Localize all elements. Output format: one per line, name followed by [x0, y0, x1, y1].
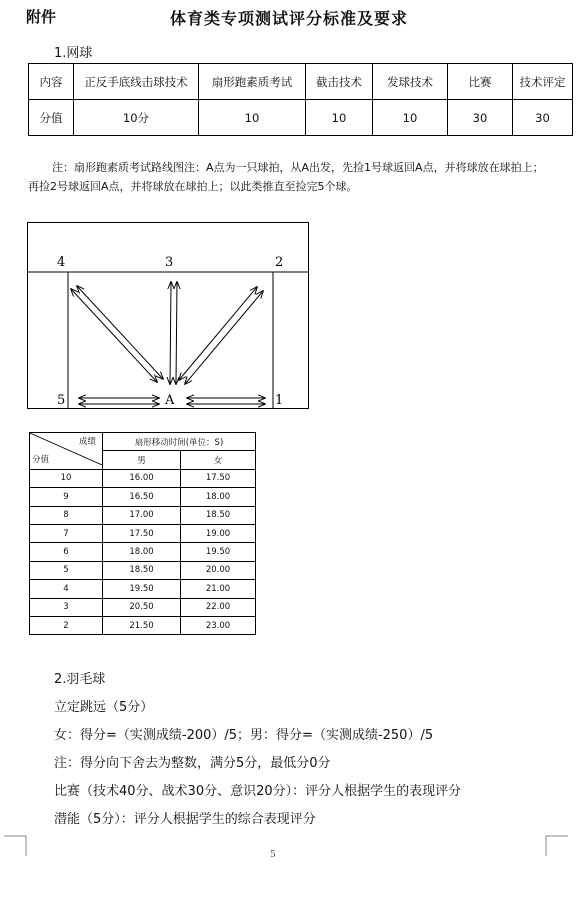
table-row	[30, 598, 256, 616]
table-cell: 10	[30, 469, 103, 487]
table-cell: 22.00	[181, 598, 256, 616]
court-label-5: 5	[57, 393, 66, 408]
table-cell: 5	[30, 561, 103, 579]
page-number: 5	[270, 850, 276, 860]
table-row	[29, 64, 573, 100]
table-cell: 19.00	[181, 524, 256, 542]
column-header: 发球技术	[373, 64, 448, 100]
court-label-2: 2	[275, 255, 284, 270]
table-cell: 18.50	[103, 561, 181, 579]
table-cell: 10分	[74, 100, 199, 136]
table-cell: 23.00	[181, 616, 256, 634]
badminton-line: 女：得分=（实测成绩-200）/5；男：得分=（实测成绩-250）/5	[54, 728, 434, 743]
column-header: 截击技术	[306, 64, 373, 100]
badminton-line: 立定跳远（5分）	[54, 700, 154, 715]
table-cell: 6	[30, 543, 103, 561]
table-cell: 10	[373, 100, 448, 136]
table-cell: 18.00	[181, 488, 256, 506]
run-arrows	[71, 282, 265, 404]
column-header: 比赛	[448, 64, 513, 100]
fan-run-note: 注：扇形跑素质考试路线图注：A点为一只球拍，从A出发，先捡1号球返回A点，并将球放在球拍上；再捡2号球返回A点，并将球放在球拍上；以此类推直至捡完5个球。	[28, 161, 544, 193]
fan-run-court-diagram	[27, 222, 311, 412]
badminton-line: 注：得分向下舍去为整数，满分5分，最低分0分	[54, 756, 331, 771]
court-lines	[28, 223, 309, 410]
time-header: 扇形移动时间(单位：S)	[103, 433, 256, 451]
table-cell: 4	[30, 580, 103, 598]
table-cell: 30	[448, 100, 513, 136]
page-corner-marks	[0, 830, 584, 860]
corner-label-points: 分值	[32, 454, 50, 465]
table-cell: 20.50	[103, 598, 181, 616]
table-cell: 21.00	[181, 580, 256, 598]
table-cell: 19.50	[181, 543, 256, 561]
court-point-a: A	[165, 393, 175, 408]
table-row	[30, 580, 256, 598]
male-header: 男	[103, 451, 181, 469]
table-cell: 9	[30, 488, 103, 506]
table-cell: 17.50	[103, 524, 181, 542]
table-cell: 2	[30, 616, 103, 634]
section-tennis-title: 1.网球	[54, 46, 93, 61]
table-row	[30, 561, 256, 579]
column-header: 技术评定	[513, 64, 573, 100]
table-cell: 20.00	[181, 561, 256, 579]
table-cell: 3	[30, 598, 103, 616]
section-badminton-title: 2.羽毛球	[54, 672, 106, 687]
table-header-row	[30, 433, 256, 451]
table-cell: 17.50	[181, 469, 256, 487]
table-row	[30, 543, 256, 561]
table-cell: 18.50	[181, 506, 256, 524]
table-cell: 8	[30, 506, 103, 524]
table-row	[30, 506, 256, 524]
document-title: 体育类专项测试评分标准及要求	[170, 9, 409, 28]
court-label-1: 1	[275, 393, 284, 408]
badminton-line: 潜能（5分）：评分人根据学生的综合表现评分	[54, 812, 316, 827]
table-row	[30, 616, 256, 634]
table-cell: 10	[199, 100, 306, 136]
table-cell: 16.50	[103, 488, 181, 506]
column-header: 扇形跑素质考试	[199, 64, 306, 100]
table-row	[30, 469, 256, 487]
badminton-line: 比赛（技术40分、战术30分、意识20分）：评分人根据学生的表现评分	[54, 784, 462, 799]
tennis-score-table	[28, 63, 573, 136]
table-cell: 19.50	[103, 580, 181, 598]
table-row	[29, 100, 573, 136]
column-header: 正反手底线击球技术	[74, 64, 199, 100]
court-label-4: 4	[57, 255, 66, 270]
table-cell: 17.00	[103, 506, 181, 524]
diagonal-header-cell	[30, 433, 103, 470]
score-rows	[30, 469, 256, 635]
row-label-content: 内容	[29, 64, 74, 100]
table-cell: 16.00	[103, 469, 181, 487]
table-row	[30, 488, 256, 506]
table-row	[30, 524, 256, 542]
fan-run-score-table	[29, 432, 256, 635]
annex-label: 附件	[26, 8, 57, 26]
corner-label-score: 成绩	[78, 437, 96, 447]
table-cell: 30	[513, 100, 573, 136]
table-cell: 10	[306, 100, 373, 136]
table-cell: 18.00	[103, 543, 181, 561]
table-cell: 7	[30, 524, 103, 542]
row-label-score: 分值	[29, 100, 74, 136]
female-header: 女	[181, 451, 256, 469]
court-label-3: 3	[165, 255, 174, 270]
table-cell: 21.50	[103, 616, 181, 634]
